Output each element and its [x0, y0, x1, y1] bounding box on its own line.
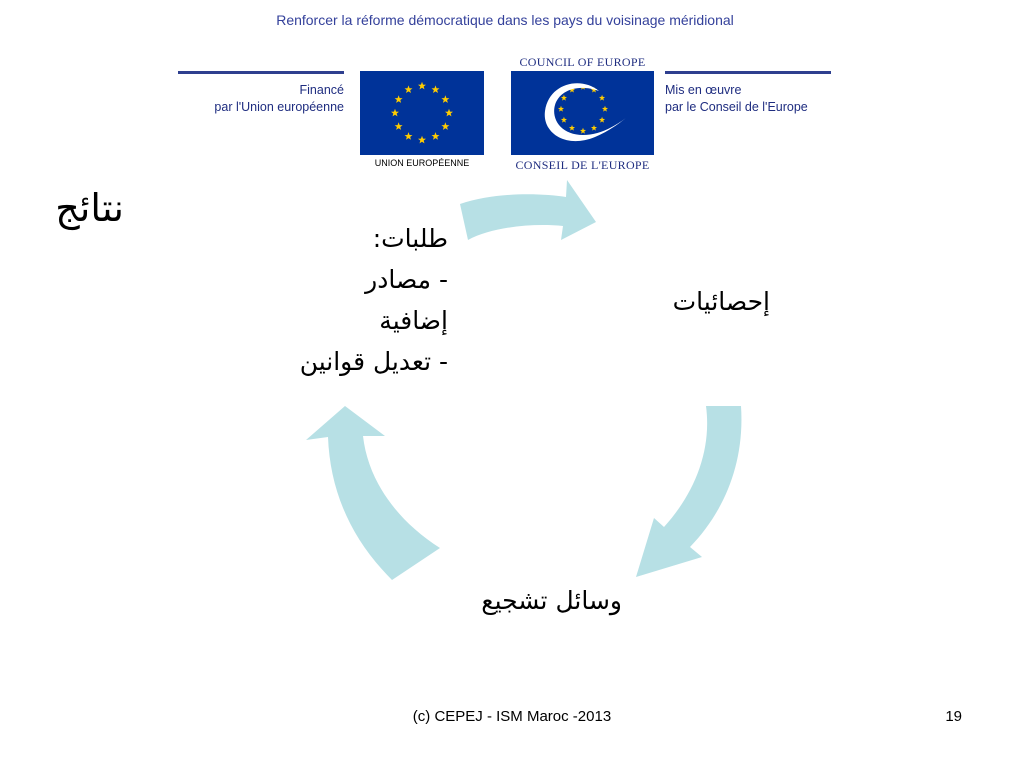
cycle-arrow-left-icon: [306, 406, 440, 580]
header-subtitle: Renforcer la réforme démocratique dans les pays du voisinage méridional: [276, 12, 734, 28]
coe-label-bottom: CONSEIL DE L'EUROPE: [515, 158, 650, 172]
coe-label-top: COUNCIL OF EUROPE: [519, 55, 646, 69]
requests-line-2: - مصادر: [365, 265, 448, 294]
funded-line-2: par l'Union européenne: [214, 100, 344, 114]
implemented-line-2: par le Conseil de l'Europe: [665, 100, 808, 114]
page-number: 19: [945, 708, 962, 725]
cycle-arrow-top-icon: [460, 180, 596, 240]
funded-line-1: Financé: [299, 83, 344, 97]
slide-title: نتائج: [55, 186, 124, 230]
eu-label: UNION EUROPÉENNE: [374, 158, 470, 168]
cycle-arrow-right-icon: [636, 406, 741, 577]
requests-line-3: إضافية: [379, 306, 448, 335]
requests-line-4: - تعديل قوانين: [299, 347, 448, 376]
node-statistics: إحصائيات: [672, 287, 770, 316]
node-requests: [200, 218, 448, 382]
implemented-line-1: Mis en œuvre: [665, 83, 742, 97]
node-incentives: وسائل تشجيع: [481, 586, 622, 615]
footer-copyright: (c) CEPEJ - ISM Maroc -2013: [412, 708, 612, 725]
requests-line-1: طلبات:: [372, 224, 448, 253]
